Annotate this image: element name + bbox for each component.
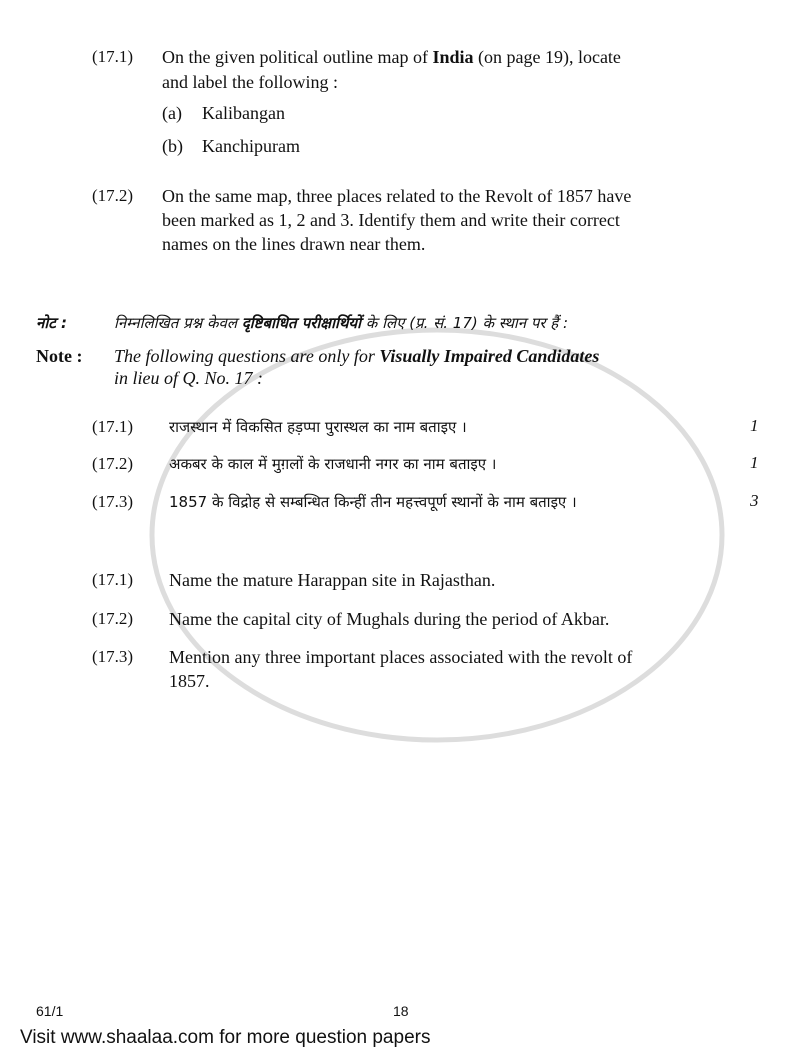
question-text: names on the lines drawn near them.: [162, 234, 426, 254]
item-label: (a): [162, 103, 182, 123]
question-number: (17.1): [92, 47, 134, 66]
watermark-circle: [152, 330, 722, 740]
item-label: (b): [162, 136, 183, 156]
bold-text: दृष्टिबाधित परीक्षार्थियों: [241, 314, 362, 332]
text: निम्नलिखित प्रश्न केवल: [114, 314, 242, 332]
text: (on page 19), locate: [473, 47, 621, 67]
note-text: in lieu of Q. No. 17 :: [114, 368, 263, 388]
text: के लिए (प्र. सं. 17) के स्थान पर हैं :: [361, 314, 569, 332]
marks: 1: [750, 453, 759, 472]
note-text: [114, 345, 599, 367]
paper-code: 61/1: [36, 1003, 64, 1019]
question-text: Name the capital city of Mughals during the period of Akbar.: [169, 609, 610, 629]
question-number: (17.2): [92, 609, 134, 628]
question-number: (17.2): [92, 454, 134, 473]
question-text-hindi: अकबर के काल में मुग़लों के राजधानी नगर का नाम बताइए ।: [169, 455, 497, 473]
text: On the given political outline map of: [162, 47, 433, 67]
bold-text: Visually Impaired Candidates: [379, 346, 600, 366]
question-text-hindi: राजस्थान में विकसित हड़प्पा पुरास्थल का नाम बताइए ।: [169, 418, 467, 436]
question-text: [162, 46, 621, 68]
bold-text: India: [432, 47, 474, 67]
question-text: Name the mature Harappan site in Rajasthan.: [169, 570, 496, 590]
note-text-hindi: [114, 312, 568, 334]
marks: 3: [750, 491, 759, 510]
question-text: been marked as 1, 2 and 3. Identify them and write their correct: [162, 210, 620, 230]
item-text: Kanchipuram: [202, 136, 300, 156]
item-text: Kalibangan: [202, 103, 285, 123]
question-number: (17.2): [92, 186, 134, 205]
question-text: Mention any three important places associated with the revolt of: [169, 647, 633, 667]
question-text: On the same map, three places related to the Revolt of 1857 have: [162, 186, 632, 206]
question-text: and label the following :: [162, 72, 338, 92]
note-label: Note :: [36, 346, 83, 366]
question-number: (17.1): [92, 417, 134, 436]
question-text: 1857.: [169, 671, 210, 691]
text: The following questions are only for: [114, 346, 380, 366]
question-number: (17.3): [92, 492, 134, 511]
question-number: (17.1): [92, 570, 134, 589]
question-number: (17.3): [92, 647, 134, 666]
question-text-hindi: 1857 के विद्रोह से सम्बन्धित किन्हीं तीन महत्त्वपूर्ण स्थानों के नाम बताइए ।: [169, 493, 577, 511]
page-number: 18: [393, 1003, 409, 1019]
visit-link[interactable]: Visit www.shaalaa.com for more question papers: [20, 1027, 431, 1048]
marks: 1: [750, 416, 759, 435]
note-label-hindi: नोट :: [36, 314, 67, 332]
